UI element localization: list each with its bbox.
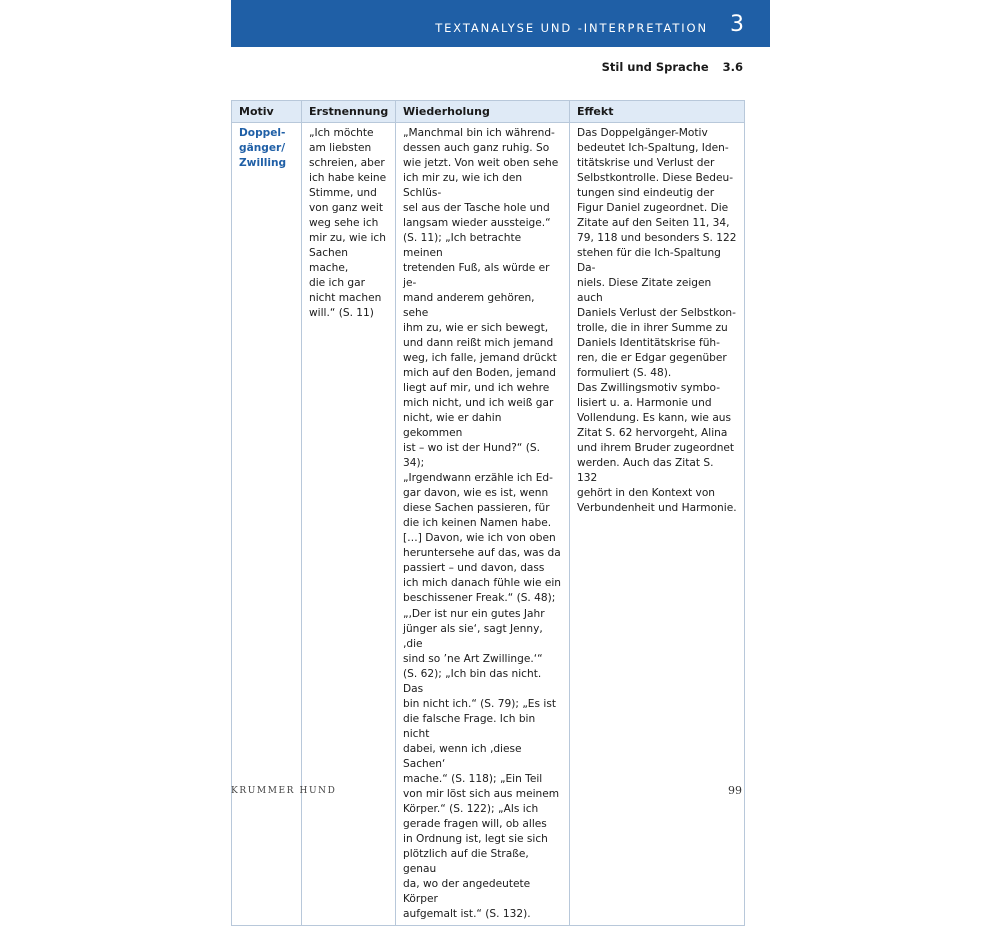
cell-effekt: Das Doppelgänger-Motiv bedeutet Ich-Spaltung, Iden- titätskrise und Verlust der Selbstkontrolle. Diese Bedeu- tungen sind eindeutig der Figur Daniel zugeordnet. Die Zitate auf den Seiten 11, 34, 79, 118 und besonders S. 122 stehen für die Ich-Spaltung Da- niels. Diese Zitate zeigen auch Daniels Verlust der Selbstkon- trolle, die in ihrer Summe zu Daniels Identitätskrise füh- ren, die er Edgar gegenüber formuliert (S. 48). Das Zwillingsmotiv symbo- lisiert u. a. Harmonie und Vollendung. Es kann, wie aus Zitat S. 62 hervorgeht, Alina und ihrem Bruder zugeordnet werden. Auch das Zitat S. 132 gehört in den Kontext von Verbundenheit und Harmonie. [570,123,745,926]
cell-erstnennung: „Ich möchte am liebsten schreien, aber ich habe keine Stimme, und von ganz weit weg sehe ich mir zu, wie ich Sachen mache, die ich gar nicht machen will.“ (S. 11) [302,123,396,926]
table-header-row [232,101,745,123]
section-number: 3.6 [722,60,743,74]
column-header-wiederholung: Wiederholung [396,101,570,123]
footer-book-title: KRUMMER HUND [231,786,337,796]
chapter-header-bar [231,0,770,47]
column-header-erstnennung: Erstnennung [302,101,396,123]
table-row [232,123,745,926]
cell-motiv: Doppel- gänger/ Zwilling [232,123,302,926]
section-heading [602,60,743,74]
section-title: Stil und Sprache [601,60,709,74]
page-number: 99 [728,784,742,797]
chapter-title: TEXTANALYSE UND -INTERPRETATION [435,21,708,35]
cell-wiederholung: „Manchmal bin ich während- dessen auch ganz ruhig. So wie jetzt. Von weit oben sehe ich mir zu, wie ich den Schlüs- sel aus der Tasche hole und langsam wieder aussteige.“ (S. 11); „Ich betrachte meinen tretenden Fuß, als würde er je- mand anderem gehören, sehe ihm zu, wie er sich bewegt, und dann reißt mich jemand weg, ich falle, jemand drückt mich auf den Boden, jemand liegt auf mir, und ich wehre mich nicht, und ich weiß gar nicht, wie er dahin gekommen ist – wo ist der Hund?“ (S. 34); „Irgendwann erzähle ich Ed- gar davon, wie es ist, wenn diese Sachen passieren, für die ich keinen Namen habe. […] Davon, wie ich von oben heruntersehe auf das, was da passiert – und davon, dass ich mich danach fühle wie ein beschissener Freak.“ (S. 48); „‚Der ist nur ein gutes Jahr jünger als sie‘, sagt Jenny, ‚die sind so ’ne Art Zwillinge.‘“ (S. 62); „Ich bin das nicht. Das bin nicht ich.“ (S. 79); „Es ist die falsche Frage. Ich bin nicht dabei, wenn ich ‚diese Sachen‘ mache.“ (S. 118); „Ein Teil von mir löst sich aus meinem Körper.“ (S. 122); „Als ich gerade fragen will, ob alles in Ordnung ist, legt sie sich plötzlich auf die Straße, genau da, wo der angedeutete Körper aufgemalt ist.“ (S. 132). [396,123,570,926]
chapter-number: 3 [730,12,744,37]
motif-table [231,100,745,926]
column-header-motiv: Motiv [232,101,302,123]
column-header-effekt: Effekt [570,101,745,123]
